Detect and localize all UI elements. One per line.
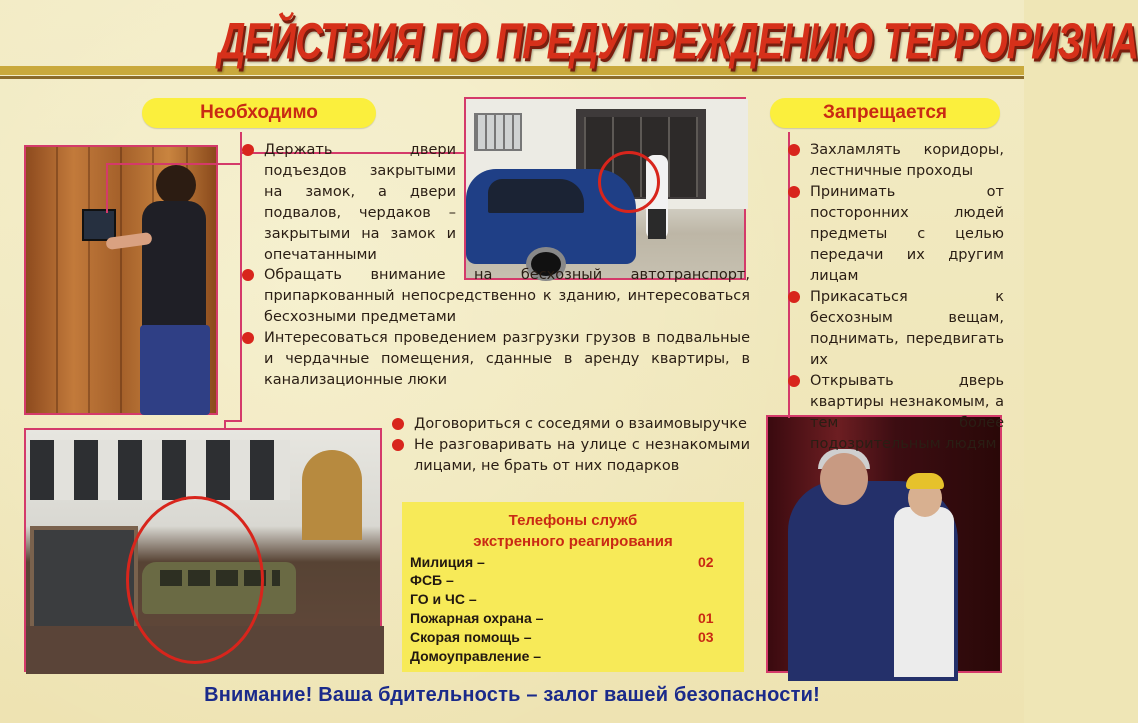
photo-door-lock [24, 145, 218, 415]
list-item [390, 414, 750, 435]
bullet-icon [392, 418, 404, 430]
must-item-text: Договориться с соседями о взаимовыручке [414, 416, 747, 432]
connector-line [106, 163, 108, 213]
must-item-text: Обращать внимание на бесхозный автотранспорт, припаркованный непосредственно к зданию, интересоваться бесхозными предметами [264, 267, 750, 325]
phone-row [410, 591, 730, 611]
highlight-circle [126, 496, 264, 664]
list-item [390, 435, 750, 477]
phone-row [410, 610, 730, 630]
bullet-icon [242, 144, 254, 156]
footer-slogan: Внимание! Ваша бдительность – залог вашей безопасности! [204, 684, 820, 706]
phone-number: 02 [698, 554, 714, 570]
forbidden-item-text: Открывать дверь квартиры незнакомым, а тем более подозрительным людям [810, 373, 1004, 452]
page-title: ДЕЙСТВИЯ ПО ПРЕДУПРЕЖДЕНИЮ ТЕРРОРИЗМА [218, 14, 1138, 71]
connector-line [106, 163, 242, 165]
must-list [240, 265, 750, 391]
phone-service: ФСБ – [410, 572, 454, 588]
phones-title [402, 510, 744, 552]
must-list [240, 140, 456, 266]
phones-title-line: Телефоны служб [508, 512, 638, 529]
bullet-icon [788, 291, 800, 303]
phone-service: Милиция – [410, 554, 485, 570]
forbidden-heading: Запрещается [770, 98, 1000, 128]
connector-line [224, 420, 242, 422]
list-item [240, 140, 456, 266]
highlight-circle [598, 151, 660, 213]
phone-number: 03 [698, 629, 714, 645]
phone-row [410, 648, 730, 668]
phone-service: Пожарная охрана – [410, 610, 544, 626]
list-item [786, 182, 1004, 287]
list-item [786, 140, 1004, 182]
photo-parked-car [464, 97, 746, 280]
forbidden-item-text: Принимать от посторонних людей предметы с целью передачи их другим лицам [810, 184, 1004, 284]
bullet-icon [788, 375, 800, 387]
list-item [240, 265, 750, 328]
phone-service: Скорая помощь – [410, 629, 532, 645]
phone-number: 01 [698, 610, 714, 626]
bullet-icon [788, 144, 800, 156]
phones-title-line: экстренного реагирования [473, 533, 673, 550]
phone-row [410, 629, 730, 649]
must-item-text: Не разговаривать на улице с незнакомыми лицами, не брать от них подарков [414, 437, 750, 474]
bullet-icon [392, 439, 404, 451]
forbidden-item-text: Захламлять коридоры, лестничные проходы [810, 142, 1004, 179]
must-list [390, 414, 750, 477]
must-heading: Необходимо [142, 98, 376, 128]
connector-line [224, 420, 226, 430]
emergency-phones-box [402, 502, 744, 672]
list-item [786, 371, 1004, 455]
must-item-text: Интересоваться проведением разгрузки грузов в подвальные и чердачные помещения, сданные в аренду квартиры, в канализационные люки [264, 330, 750, 388]
forbidden-list [786, 140, 1004, 455]
bullet-icon [242, 269, 254, 281]
bullet-icon [242, 332, 254, 344]
phone-row [410, 554, 730, 574]
bullet-icon [788, 186, 800, 198]
phone-service: ГО и ЧС – [410, 591, 477, 607]
list-item [240, 328, 750, 391]
phone-row [410, 572, 730, 592]
list-item [786, 287, 1004, 371]
person-figure [136, 165, 212, 415]
forbidden-item-text: Прикасаться к бесхозным вещам, поднимать, передвигать их [810, 289, 1004, 368]
phone-service: Домоуправление – [410, 648, 542, 664]
keypad-icon [82, 209, 116, 241]
photo-van-street [24, 428, 382, 672]
must-item-text: Держать двери подъездов закрытыми на замок, а двери подвалов, чердаков – закрытыми на замок и опечатанными [264, 142, 456, 263]
